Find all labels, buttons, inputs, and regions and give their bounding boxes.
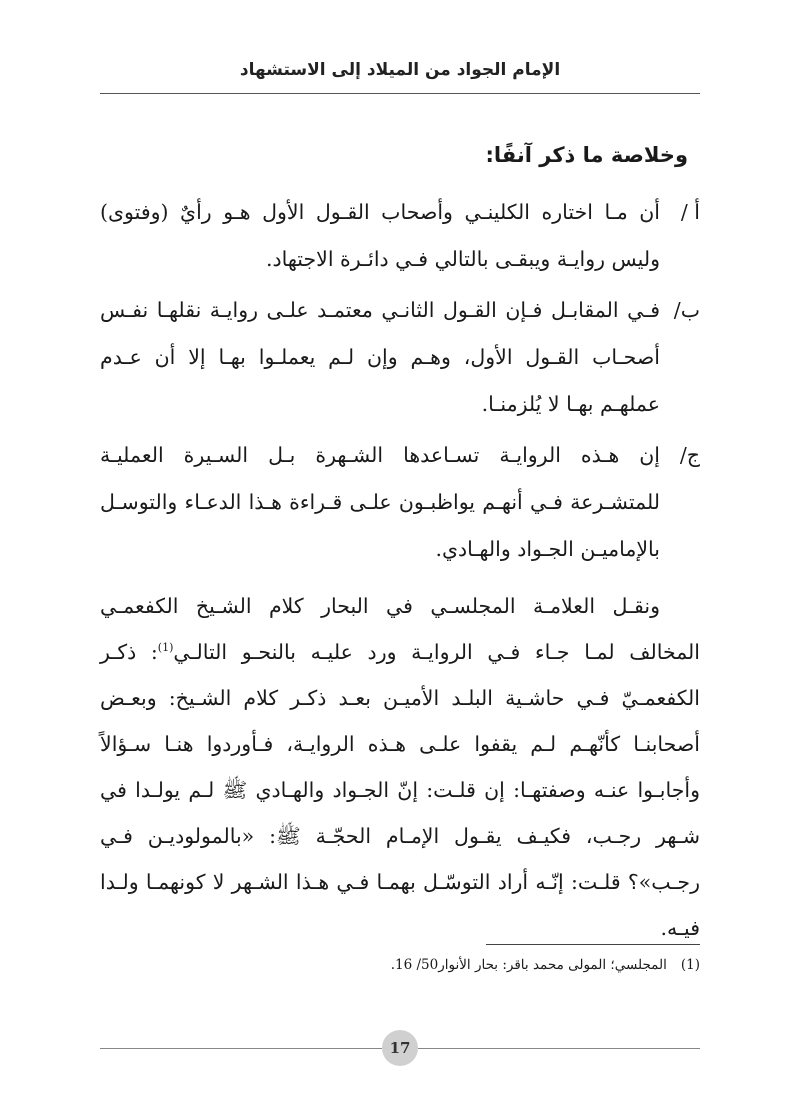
list-item-text: فـي المقابـل فـإن القـول الثانـي معتمـد علـى روايـة نقلهـا نفـس أصحـاب القـول الأول، وهـم وإن لـم يعملـوا بهـا إلا أن عـدم عملهـم بهـا لا يُلزمنـا. <box>100 298 660 416</box>
page-content <box>100 135 700 972</box>
list-item-text: إن هـذه الروايـة تسـاعدها الشـهرة بـل السـيرة العمليـة للمتشـرعة فـي أنهـم يواظبـون علـى قـراءة هـذا الدعـاء والتوسـل بالإماميـن الجـواد والهـادي. <box>100 443 660 561</box>
page-number-badge: 17 <box>382 1030 418 1066</box>
paragraph-text-end: : ذكـر الكفعمـيّ فـي حاشـية البلـد الأميـن بعـد ذكـر كلام الشـيخ: وبعـض أصحابنـا كأنّهـم لـم يقفوا علـى هـذه الروايـة، فـأوردوا هنـا سـؤالاً وأجابـوا عنـه وصفتهـا: إن قلـت: إنّ الجـواد والهـادي ﷺ لـم يولـدا في شـهر رجـب، فكيـف يقـول الإمـام الحجّـة ﷺ: «بالمولوديـن فـي رجـب»؟ قلـت: إنّـه أراد التوسّـل بهمـا فـي هـذا الشـهر لا كونهمـا ولـدا فيـه. <box>100 640 700 940</box>
list-item-marker: ب/ <box>673 298 700 322</box>
footnote-text: المجلسي؛ المولى محمد باقر: بحار الأنوار50/ 16. <box>390 957 667 973</box>
body-paragraph <box>100 583 700 951</box>
list-item <box>100 287 700 428</box>
footer-rule-right <box>418 1048 700 1049</box>
footnote-number: (1) <box>680 957 700 973</box>
footnote-divider <box>486 944 700 945</box>
list-item <box>100 189 700 283</box>
paragraph-text-start: ونقـل العلامـة المجلسـي في البحار كلام الشـيخ الكفعمـي المخالف لمـا جـاء فـي الروايـة ورد عليـه بالنحـو التالـي <box>100 594 700 664</box>
footnote <box>100 957 700 973</box>
header-divider <box>100 93 700 94</box>
list-item-text: أن مـا اختاره الكلينـي وأصحاب القـول الأول هـو رأيٌ (وفتوى) وليس روايـة ويبقـى بالتالي فـي دائـرة الاجتهاد. <box>100 200 660 271</box>
footnote-reference[interactable]: (1) <box>157 641 174 655</box>
list-item-marker: أ / <box>680 200 700 224</box>
list-item-marker: ج/ <box>679 443 700 467</box>
list-item <box>100 432 700 573</box>
section-heading: وخلاصة ما ذكر آنفًا: <box>485 143 688 167</box>
running-header-title: الإمام الجواد من الميلاد إلى الاستشهاد <box>239 60 561 80</box>
footer-rule-left <box>100 1048 382 1049</box>
